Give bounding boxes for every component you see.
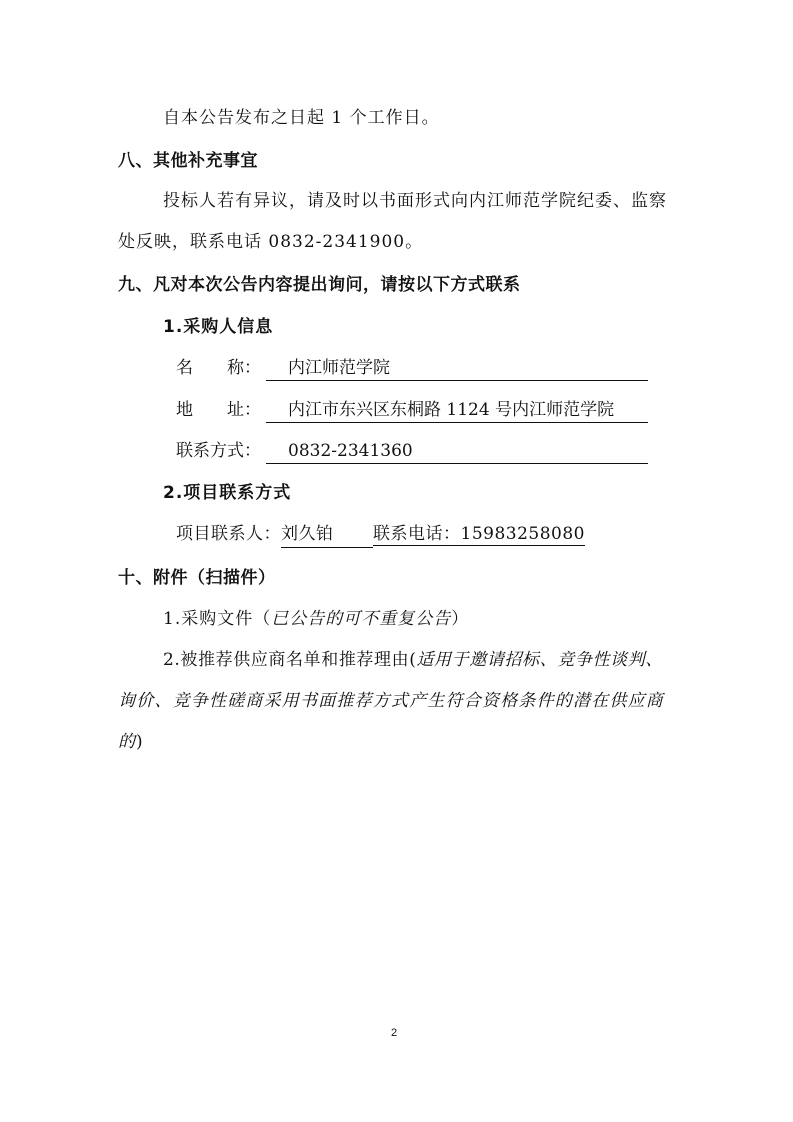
project-contact-person-label: 项目联系人： — [176, 524, 281, 544]
attachment-item-1 — [163, 607, 469, 631]
attachment-item-2-prefix: 2.被推荐供应商名单和推荐理由( — [163, 650, 417, 670]
attachment-item-2-line-3 — [118, 730, 144, 754]
purchaser-contact-label: 联系方式： — [176, 441, 261, 461]
project-contact-line — [176, 522, 585, 548]
announcement-period-line: 自本公告发布之日起 1 个工作日。 — [163, 108, 440, 128]
section-8-heading: 八、其他补充事宜 — [118, 151, 258, 171]
project-contact-person-value: 刘久铂 — [281, 522, 373, 548]
purchaser-name-label: 名 称： — [176, 358, 261, 378]
section-8-body-line-2: 处反映，联系电话 0832-2341900。 — [118, 232, 424, 252]
attachment-item-1-note: 已公告的可不重复公告 — [271, 609, 452, 629]
project-contact-heading: 2.项目联系方式 — [163, 483, 292, 503]
attachment-item-2-note-line-1: 适用于邀请招标、竞争性谈判、 — [416, 650, 663, 670]
attachment-item-2-note-line-3: 的 — [118, 732, 136, 752]
purchaser-info-heading: 1.采购人信息 — [163, 317, 274, 337]
purchaser-address-value: 内江市东兴区东桐路 1124 号内江师范学院 — [266, 398, 648, 423]
project-contact-phone-label: 联系电话： — [373, 524, 461, 544]
attachment-item-2-suffix: ) — [136, 732, 144, 752]
attachment-item-1-suffix: ） — [451, 609, 470, 629]
purchaser-contact-value: 0832-2341360 — [266, 439, 648, 464]
section-10-heading: 十、附件（扫描件） — [118, 568, 276, 588]
attachment-item-2-line-2: 询价、竞争性磋商采用书面推荐方式产生符合资格条件的潜在供应商 — [118, 691, 664, 711]
project-contact-phone-value: 15983258080 — [460, 524, 585, 544]
attachment-item-1-prefix: 1.采购文件（ — [163, 609, 272, 629]
attachment-item-2-line-1 — [163, 648, 663, 672]
section-9-heading: 九、凡对本次公告内容提出询问，请按以下方式联系 — [118, 275, 521, 295]
purchaser-address-label: 地 址： — [176, 400, 261, 420]
purchaser-name-value: 内江师范学院 — [266, 356, 648, 381]
page-number: 2 — [391, 1027, 398, 1039]
section-8-body-line-1: 投标人若有异议，请及时以书面形式向内江师范学院纪委、监察 — [163, 191, 667, 211]
